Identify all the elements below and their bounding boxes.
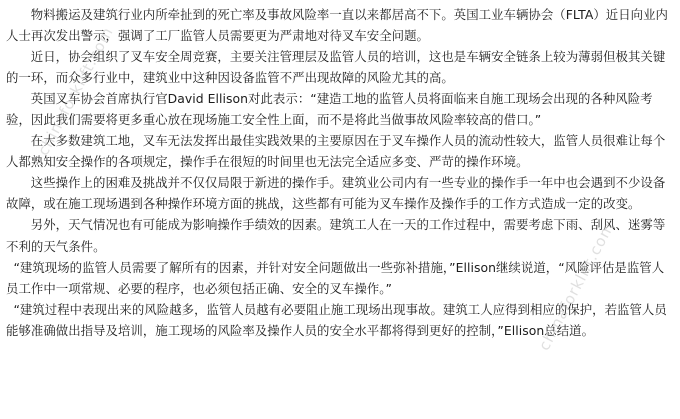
paragraph-intro: 物料搬运及建筑行业内所牵扯到的死亡率及事故风险率一直以来都居高不下。英国工业车辆协会（FLTA）近日向业内人士再次发出警示，强调了工厂监管人员需要更为严肃地对待叉车安全问题。 <box>6 7 668 44</box>
paragraph-weather: 另外，天气情况也有可能成为影响操作手绩效的因素。建筑工人在一天的工作过程中，需要考虑下雨、刮风、迷雾等不利的天气条件。 <box>6 217 666 254</box>
paragraph-safety-week: 近日，协会组织了叉车安全周竞赛，主要关注管理层及监管人员的培训，这也是车辆安全链条上较为薄弱但极其关键的一环，而众多行业中，建筑业中这种因设备监管不严出现故障的风险尤其的高。 <box>6 49 666 86</box>
paragraph-conclusion: “建筑过程中表现出来的风险越多，监管人员越有必要阻止施工现场出现事故。建筑工人应得到相应的保护，若监管人员能够准确做出指导及培训，施工现场的风险率及操作人员的安全水平都将得到更好的控制，”Ellison总结道。 <box>6 301 667 338</box>
watermark-left: chinaforklift.com <box>34 23 118 159</box>
paragraph-risk-assessment: “建筑现场的监管人员需要了解所有的因素，并针对安全问题做出一些弥补措施，”Ellison继续说道，“风险评估是监管人员工作中一项常规、必要的程序，也必须包括正确、安全的叉车操作。” <box>6 259 665 296</box>
watermark-right: chinaforklift.com <box>535 218 619 354</box>
paragraph-challenges: 这些操作上的困难及挑战并不仅仅局限于新进的操作手。建筑业公司内有一些专业的操作手一年中也会遇到不少设备故障，或在施工现场遇到各种操作环境方面的挑战，这些都有可能为叉车操作及操作手的工作方式造成一定的改变。 <box>6 175 666 212</box>
paragraph-ceo-quote: 英国叉车协会首席执行官David Ellison对此表示：“建造工地的监管人员将面临来自施工现场会出现的各种风险考验，因此我们需要将更多重心放在现场施工安全性上面，而不是将此当做事故风险率较高的借口。” <box>6 91 653 128</box>
paragraph-operator-turnover: 在大多数建筑工地，叉车无法发挥出最佳实践效果的主要原因在于叉车操作人员的流动性较大，监管人员很难让每个人都熟知安全操作的各项规定，操作手在很短的时间里也无法完全适应多变、严苛的操作环境。 <box>6 133 666 170</box>
